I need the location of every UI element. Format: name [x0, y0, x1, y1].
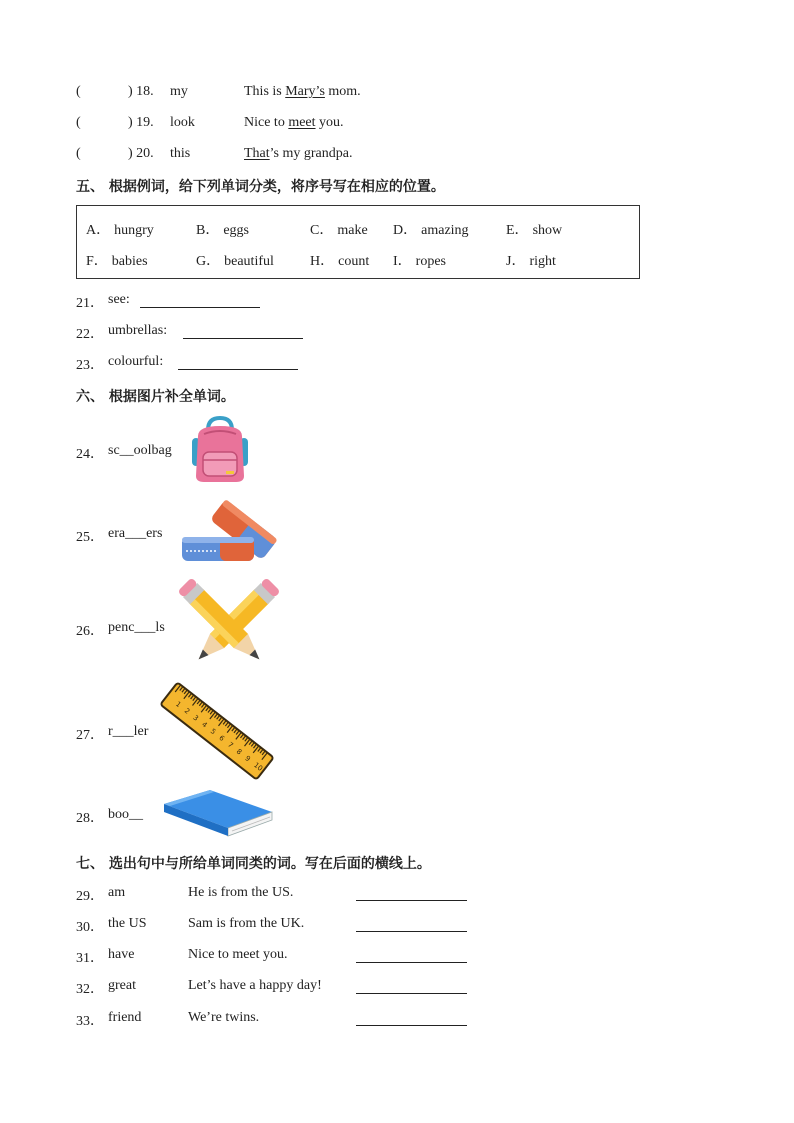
option-word: right — [529, 254, 556, 269]
answer-line[interactable] — [356, 962, 467, 963]
word-option — [86, 219, 154, 239]
item-sentence: Sam is from the UK. — [188, 916, 305, 931]
ruler-digit: 7 — [226, 740, 235, 750]
option-word: count — [338, 254, 370, 269]
option-letter: I． — [393, 254, 412, 269]
question-word: this — [170, 146, 191, 161]
underlined-word: Mary’s — [285, 84, 325, 99]
question-number: ) 19. — [128, 115, 154, 130]
option-letter: G． — [196, 254, 221, 269]
item-label: colourful: — [108, 354, 164, 369]
option-letter: F． — [86, 254, 108, 269]
option-letter: A． — [86, 223, 111, 238]
option-word: babies — [111, 254, 148, 269]
answer-paren-open: ( — [76, 146, 81, 161]
answer-line[interactable] — [356, 931, 467, 932]
item-sentence: Let’s have a happy day! — [188, 978, 322, 993]
word-option — [506, 250, 556, 270]
option-word: hungry — [114, 223, 154, 238]
answer-line[interactable] — [178, 369, 298, 370]
answer-paren-open: ( — [76, 84, 81, 99]
item-sentence: Nice to meet you. — [188, 947, 288, 962]
schoolbag-icon — [190, 416, 250, 484]
given-word: great — [108, 978, 136, 993]
book-icon — [162, 788, 274, 836]
item-number: 25． — [76, 530, 104, 545]
option-word: ropes — [415, 254, 446, 269]
given-word: friend — [108, 1010, 142, 1025]
item-number: 31． — [76, 951, 104, 966]
option-word: make — [337, 223, 368, 238]
option-letter: J． — [506, 254, 526, 269]
item-number: 30． — [76, 920, 104, 935]
ruler-digit: 8 — [234, 747, 244, 757]
answer-line[interactable] — [356, 1025, 467, 1026]
ruler-digit: 9 — [243, 754, 252, 764]
item-sentence: We’re twins. — [188, 1010, 260, 1025]
option-letter: H． — [310, 254, 335, 269]
answer-line[interactable] — [356, 993, 467, 994]
fill-word: era___ers — [108, 526, 163, 541]
item-number: 22． — [76, 327, 104, 342]
option-word: show — [532, 223, 563, 238]
given-word: have — [108, 947, 135, 962]
question-number: ) 18. — [128, 84, 154, 99]
item-number: 24． — [76, 447, 104, 462]
option-letter: B． — [196, 223, 220, 238]
item-number: 29． — [76, 889, 104, 904]
item-number: 23． — [76, 358, 104, 373]
item-number: 32． — [76, 982, 104, 997]
option-letter: E． — [506, 223, 529, 238]
ruler-digit: 5 — [208, 727, 218, 737]
word-option — [310, 250, 369, 270]
answer-line[interactable] — [183, 338, 303, 339]
item-label: see: — [108, 292, 130, 307]
given-word: am — [108, 885, 126, 900]
underlined-word: That — [244, 146, 270, 161]
ruler-icon — [162, 684, 272, 778]
option-letter: D． — [393, 223, 418, 238]
item-number: 28． — [76, 811, 104, 826]
fill-word: r___ler — [108, 724, 149, 739]
word-option — [506, 219, 562, 239]
word-option — [310, 219, 368, 239]
answer-line[interactable] — [356, 900, 467, 901]
question-sentence: This is Mary’s mom. — [244, 84, 361, 99]
item-number: 26． — [76, 624, 104, 639]
item-number: 27． — [76, 728, 104, 743]
section-5-title: 五、 根据例词，给下列单词分类，将序号写在相应的位置。 — [76, 179, 445, 195]
word-option — [393, 219, 469, 239]
ruler-digit: 4 — [200, 720, 209, 730]
item-number: 33． — [76, 1014, 104, 1029]
item-number: 21． — [76, 296, 104, 311]
question-sentence: Nice to meet you. — [244, 115, 344, 130]
section-7-title: 七、 选出句中与所给单词同类的词。写在后面的横线上。 — [76, 856, 431, 872]
erasers-icon — [180, 497, 278, 569]
option-letter: C． — [310, 223, 334, 238]
fill-word: sc__oolbag — [108, 443, 172, 458]
option-word: beautiful — [224, 254, 274, 269]
pencils-icon — [184, 586, 274, 672]
fill-word: penc___ls — [108, 620, 165, 635]
answer-line[interactable] — [140, 307, 260, 308]
word-option — [196, 250, 274, 270]
ruler-digit: 1 — [174, 700, 183, 710]
question-word: look — [170, 115, 195, 130]
fill-word: boo__ — [108, 807, 143, 822]
word-option — [393, 250, 446, 270]
item-sentence: He is from the US. — [188, 885, 294, 900]
ruler-digit: 2 — [182, 706, 192, 716]
ruler-digit: 10 — [252, 760, 265, 773]
given-word: the US — [108, 916, 147, 931]
question-word: my — [170, 84, 188, 99]
option-word: amazing — [421, 223, 469, 238]
word-option — [86, 250, 148, 270]
ruler-digit: 3 — [191, 713, 200, 723]
option-word: eggs — [223, 223, 250, 238]
underlined-word: meet — [288, 115, 316, 130]
question-sentence: That’s my grandpa. — [244, 146, 353, 161]
word-option — [196, 219, 249, 239]
ruler-digit: 6 — [217, 733, 226, 743]
answer-paren-open: ( — [76, 115, 81, 130]
question-number: ) 20. — [128, 146, 154, 161]
section-6-title: 六、 根据图片补全单词。 — [76, 389, 235, 405]
item-label: umbrellas: — [108, 323, 168, 338]
